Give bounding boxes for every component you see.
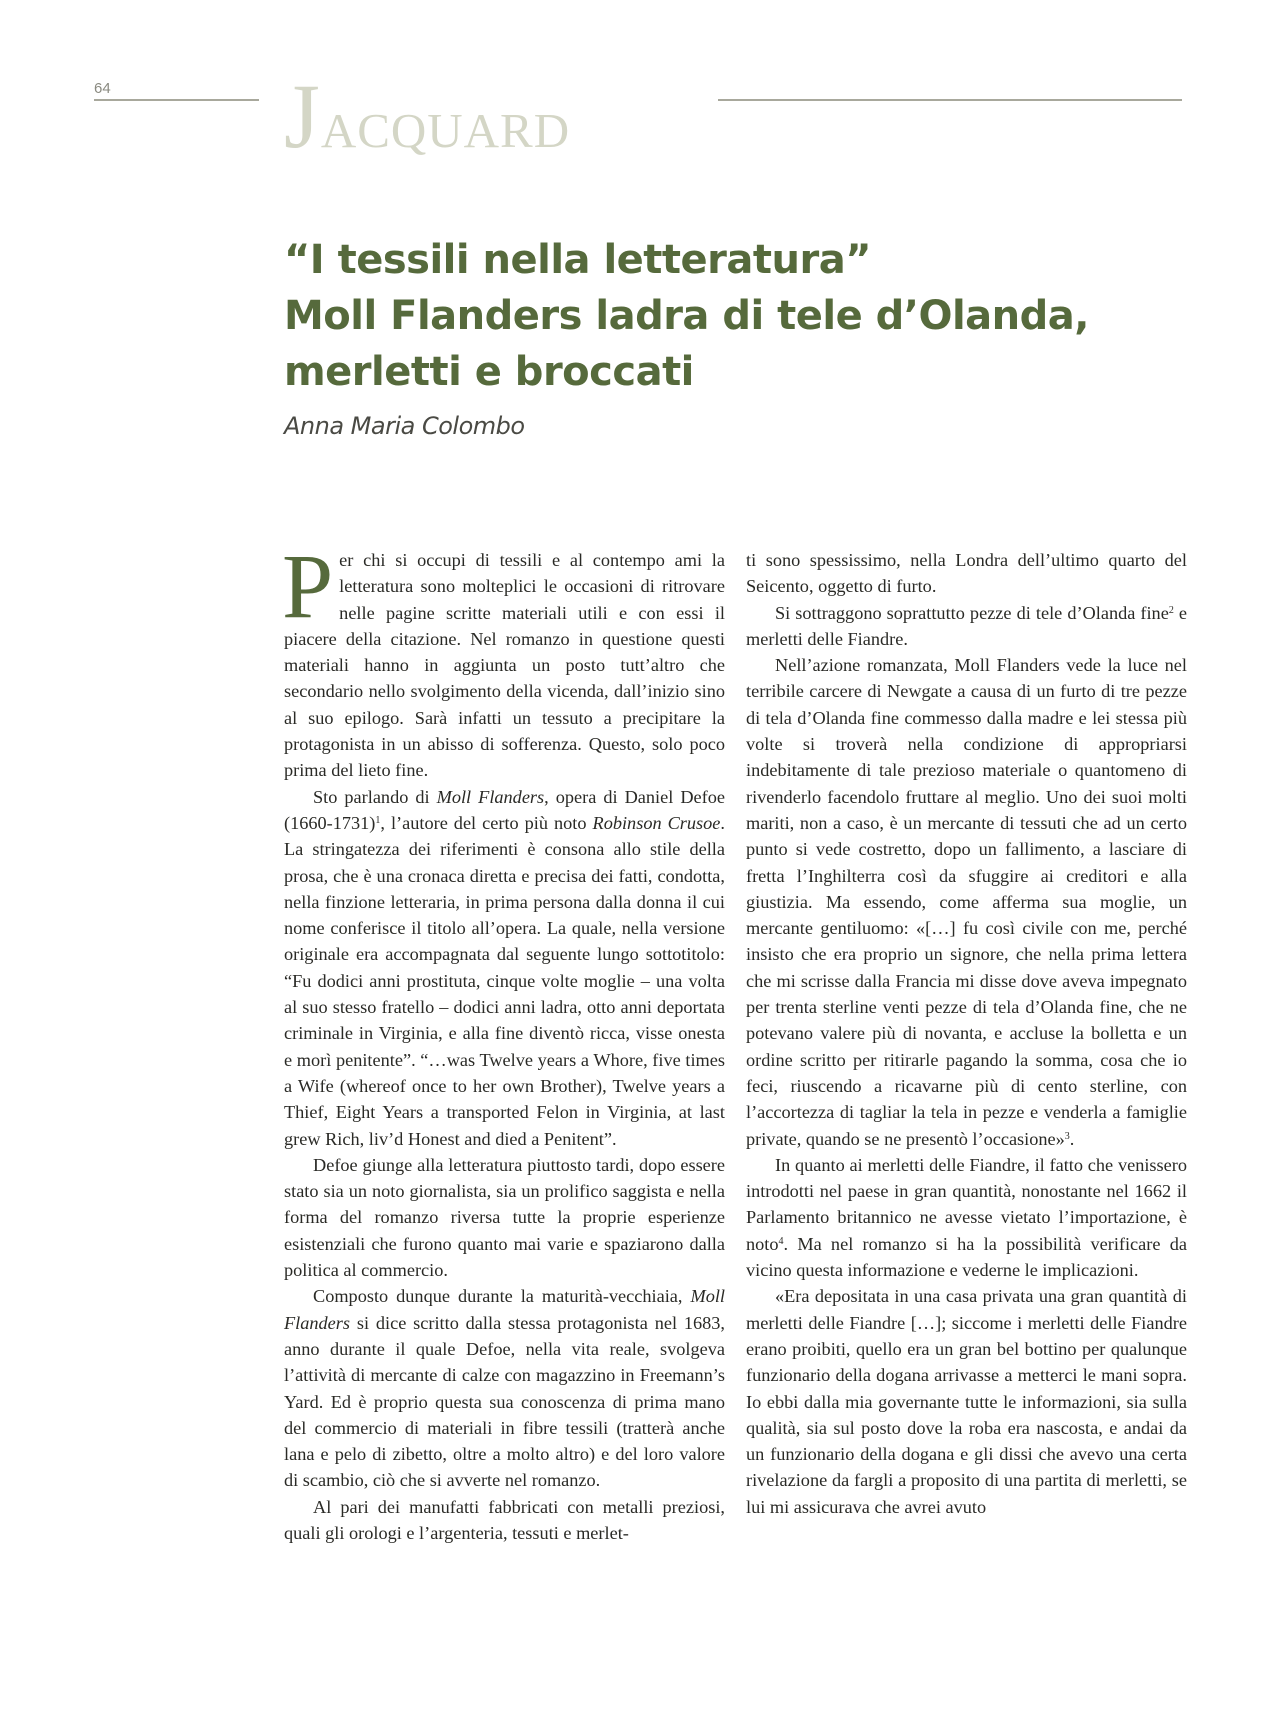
article-title-line-3: merletti e broccati <box>284 349 694 395</box>
text-run: . La stringatezza dei riferimenti è consona allo stile della prosa, che è una cronaca diretta e precisa dei fatti, condotta, nella finzione letteraria, in prima persona dalla donna il cui nome conferisce il titolo all’opera. La quale, nella versione originale era accompagnata dal seguente lungo sottotitolo: “Fu dodici anni prostituta, cinque volte moglie – una volta al suo stesso fratello – dodici anni ladra, otto anni deportata criminale in Virginia, e alla fine diventò ricca, visse onesta e morì penitente”. “…was Twelve years a Whore, five times a Wife (whereof once to her own Brother), Twelve years a Thief, Eight Years a transported Felon in Virginia, at last grew Rich, liv’d Honest and died a Penitent”. <box>284 812 725 1149</box>
body-column-left <box>282 535 726 1546</box>
paragraph: ti sono spessissimo, nella Londra dell’ultimo quarto del Seicento, oggetto di furto. <box>746 550 1187 597</box>
page-number: 64 <box>94 80 111 97</box>
text-run: Nell’azione romanzata, Moll Flanders vede la luce nel terribile carcere di Newgate a causa di un furto di tre pezze di tela d’Olanda fine commesso dalla madre e lei stessa più volte si troverà nella condizione di appropriarsi indebitamente di tale prezioso materiale o quantomeno di rivenderlo facendolo fruttare al meglio. Uno dei suoi molti mariti, non a caso, è un mercante di tessuti che ad un certo punto si vede costretto, dopo un fallimento, a lasciare di fretta l’Inghilterra così da sfuggire ai creditori e alla giustizia. Ma essendo, come afferma sua moglie, un mercante gentiluomo: «[…] fu così civile con me, perché insisto che era proprio un signore, che nella prima lettera che mi scrisse dalla Francia mi disse dove aveva impegnato per trenta sterline venti pezze di tela d’Olanda fine, che ne potevano valere più di novanta, e accluse la bolletta e un ordine scritto per ritirarle pagando la somma, cosa che io feci, riuscendo a ricavarne più di cento sterline, con l’accortezza di tagliar la tela in pezze e venderla a famiglie private, quando se ne presentò l’occasione» <box>746 655 1187 1149</box>
text-run: . <box>1069 1128 1075 1149</box>
article-title-line-2: Moll Flanders ladra di tele d’Olanda, <box>284 293 1089 339</box>
paragraph <box>282 535 725 784</box>
paragraph <box>746 600 1187 653</box>
text-run: Composto dunque durante la maturità-vecchiaia, <box>313 1286 691 1307</box>
footnote-ref: 2 <box>1168 604 1174 616</box>
article-author: Anna Maria Colombo <box>284 412 525 440</box>
body-column-right <box>746 547 1187 1520</box>
text-run: e merletti delle Fiandre. <box>746 602 1188 649</box>
paragraph <box>746 652 1187 1152</box>
book-title: Moll Flanders <box>284 1286 725 1333</box>
header-rule-right <box>718 99 1182 101</box>
paragraph: Al pari dei manufatti fabbricati con metalli preziosi, quali gli orologi e l’argenteria, tessuti e merlet- <box>284 1496 725 1543</box>
text-run: In quanto ai merletti delle Fiandre, il fatto che venissero introdotti nel paese in gran quantità, nonostante nel 1662 il Parlamento britannico ne avesse vietato l’importazione, è noto <box>746 1154 1187 1254</box>
footnote-ref: 4 <box>778 1235 784 1247</box>
text-run: . Ma nel romanzo si ha la possibilità verificare da vicino questa informazione e vederne le implicazioni. <box>746 1233 1187 1281</box>
paragraph: Defoe giunge alla letteratura piuttosto tardi, dopo essere stato sia un noto giornalista, sia un prolifico saggista e nella forma del romanzo riversa tutte la proprie esperienze esistenziali che furono quanto mai varie e spaziarono dalla politica al commercio. <box>284 1154 725 1281</box>
paragraph <box>746 1152 1187 1283</box>
paragraph-text: er chi si occupi di tessili e al contempo ami la letteratura sono molteplici le occasioni di ritrovare nelle pagine scritte materiali utili e con essi il piacere della citazione. Nel romanzo in questione questi materiali hanno in aggiunta un posto tutt’altro che secondario nello svolgimento della vicenda, dall’inizio sino al suo epilogo. Sarà infatti un tessuto a precipitare la protagonista in un abisso di sofferenza. Questo, solo poco prima del lieto fine. <box>284 550 725 781</box>
article-title-line-1: “I tessili nella letteratura” <box>284 237 872 283</box>
magazine-masthead <box>284 65 571 167</box>
article-heading <box>284 232 1184 440</box>
paragraph <box>284 1283 725 1493</box>
footnote-ref: 1 <box>375 814 381 826</box>
book-title: Moll Flanders <box>436 786 545 807</box>
text-run: si dice scritto dalla stessa protagonista nel 1683, anno durante il quale Defoe, nella vita reale, svolgeva l’attività di mercante di calze con magazzino in Freemann’s Yard. Ed è proprio questa sua conoscenza di prima mano del commercio di materiali in fibre tessili (tratterà anche lana e pelo di zibetto, oltre a molto altro) e del loro valore di scambio, ciò che si avverte nel romanzo. <box>284 1312 725 1491</box>
text-run: , l’autore del certo più noto <box>380 812 593 833</box>
header-rule-left <box>94 99 259 101</box>
text-run: Sto parlando di <box>313 786 437 807</box>
paragraph: «Era depositata in una casa privata una gran quantità di merletti delle Fiandre […]; siccome i merletti delle Fiandre erano proibiti, quello era un gran bel bottino per qualunque funzionario della dogana arrivasse a metterci le mani sopra. Io ebbi dalla mia governante tutte le informazioni, sia sulla qualità, sia sul posto dove la roba era nascosta, e andai da un funzionario della dogana e gli dissi che avevo una certa rivelazione da fargli a proposito di una partita di merletti, se lui mi assicurava che avrei avuto <box>746 1286 1187 1517</box>
book-title: Robinson Crusoe <box>592 812 721 833</box>
paragraph <box>284 784 725 1152</box>
drop-cap: P <box>282 535 334 637</box>
masthead-rest: acquard <box>320 86 571 163</box>
footnote-ref: 3 <box>1064 1130 1070 1142</box>
text-run: , opera di Daniel Defoe (1660-1731) <box>284 786 726 833</box>
masthead-initial: J <box>284 65 321 167</box>
text-run: Si sottraggono soprattutto pezze di tele d’Olanda fine <box>775 602 1169 623</box>
